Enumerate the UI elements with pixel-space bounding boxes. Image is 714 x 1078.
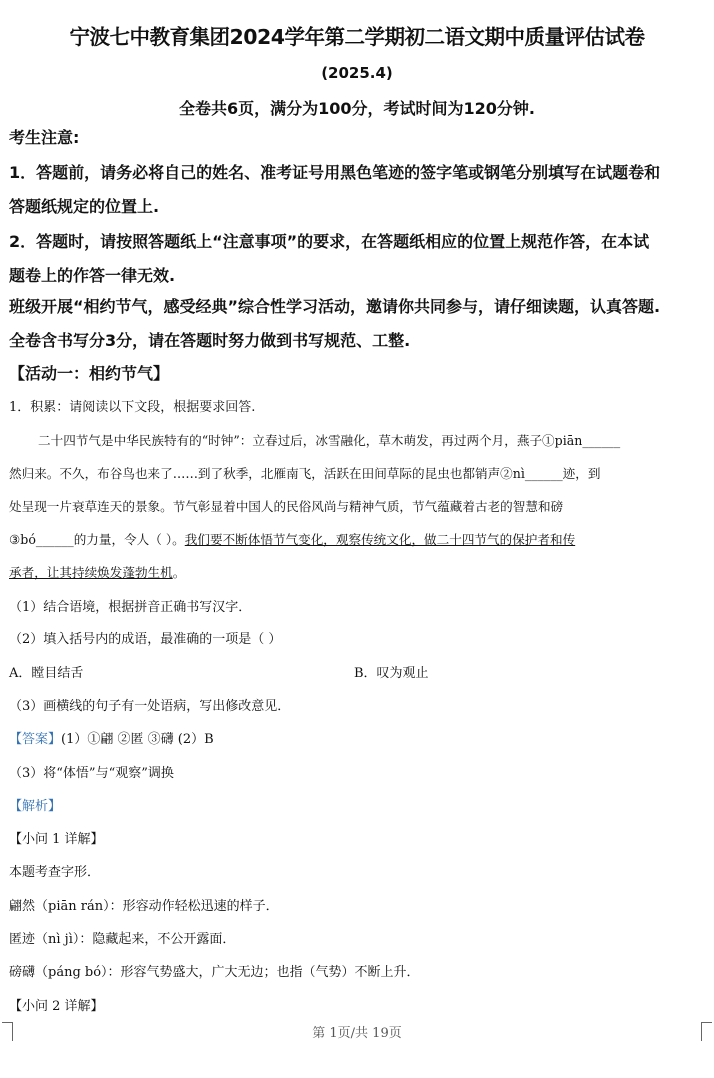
question-1-stem: 1．积累：请阅读以下文段，根据要求回答.	[9, 400, 256, 415]
option-a: A．瞠目结舌	[9, 666, 84, 681]
notice-item-2: 2．答题时，请按照答题纸上“注意事项”的要求，在答题纸相应的位置上规范作答，在本试	[9, 232, 650, 251]
notice-item-2-cont: 题卷上的作答一律无效.	[9, 266, 176, 285]
analysis-text: 本题考查字形．	[9, 865, 101, 880]
option-b: B．叹为观止	[354, 666, 429, 681]
notice-heading: 考生注意:	[9, 128, 80, 147]
underlined-sentence-end: 承者，让其持续焕发蓬勃生机	[9, 565, 173, 580]
sub-question-1-analysis-heading: 【小问 1 详解】	[9, 832, 104, 847]
passage-line: 二十四节气是中华民族特有的“时钟”：立春过后，冰雪融化，草木萌发，再过两个月，燕子①piān______	[38, 433, 621, 448]
page-number: 第 1页/共 19页	[312, 1026, 402, 1041]
passage-line	[9, 529, 575, 548]
passage-line: 然归来。不久，布谷鸟也来了……到了秋季，北雁南飞，活跃在田间草际的昆虫也都销声②nì______迹，到	[9, 466, 601, 481]
answer-text: (1）①翩 ②匿 ③礴 (2）B	[61, 732, 214, 747]
passage-line	[9, 562, 185, 581]
sub-question-1: （1）结合语境，根据拼音正确书写汉字．	[9, 600, 252, 615]
exam-date: (2025.4)	[321, 64, 393, 82]
answer-label: 【答案】	[9, 732, 62, 747]
sub-question-3: （3）画横线的句子有一处语病，写出修改意见．	[9, 699, 291, 714]
notice-item-1-cont: 答题纸规定的位置上.	[9, 197, 160, 216]
page-title: 宁波七中教育集团2024学年第二学期初二语文期中质量评估试卷	[69, 25, 645, 49]
passage-period: 。	[172, 565, 186, 580]
passage-line-start: ③bó______的力量，令人（ ）。	[9, 532, 185, 547]
sub-question-2: （2）填入括号内的成语，最准确的一项是（ ）	[9, 632, 282, 647]
answer-line-2: （3）将“体悟”与“观察”调换	[9, 766, 174, 781]
sub-question-2-analysis-heading: 【小问 2 详解】	[9, 999, 104, 1014]
analysis-text: 匿迹（nì jì）：隐藏起来，不公开露面．	[9, 932, 236, 947]
exam-summary: 全卷共6页，满分为100分，考试时间为120分钟.	[178, 99, 535, 118]
activity-intro: 班级开展“相约节气，感受经典”综合性学习活动，邀请你共同参与，请仔细读题，认真答题.	[9, 297, 661, 316]
writing-score-note: 全卷含书写分3分，请在答题时努力做到书写规范、工整.	[9, 331, 411, 350]
passage-line: 处呈现一片衰草连天的景象。节气彰显着中国人的民俗风尚与精神气质，节气蕴藏着古老的智慧和磅	[9, 499, 564, 514]
analysis-text: 磅礴（páng bó）：形容气势盛大，广大无边；也指（气势）不断上升．	[9, 965, 420, 980]
answer-line	[9, 728, 214, 747]
activity-heading: 【活动一：相约节气】	[9, 364, 170, 383]
notice-item-1: 1．答题前，请务必将自己的姓名、准考证号用黑色笔迹的签字笔或钢笔分别填写在试题卷和	[9, 163, 661, 182]
analysis-text: 翩然（piān rán）：形容动作轻松迅速的样子．	[9, 899, 279, 914]
analysis-label: 【解析】	[9, 799, 62, 814]
underlined-sentence: 我们要不断体悟节气变化，观察传统文化，做二十四节气的保护者和传	[184, 532, 576, 547]
